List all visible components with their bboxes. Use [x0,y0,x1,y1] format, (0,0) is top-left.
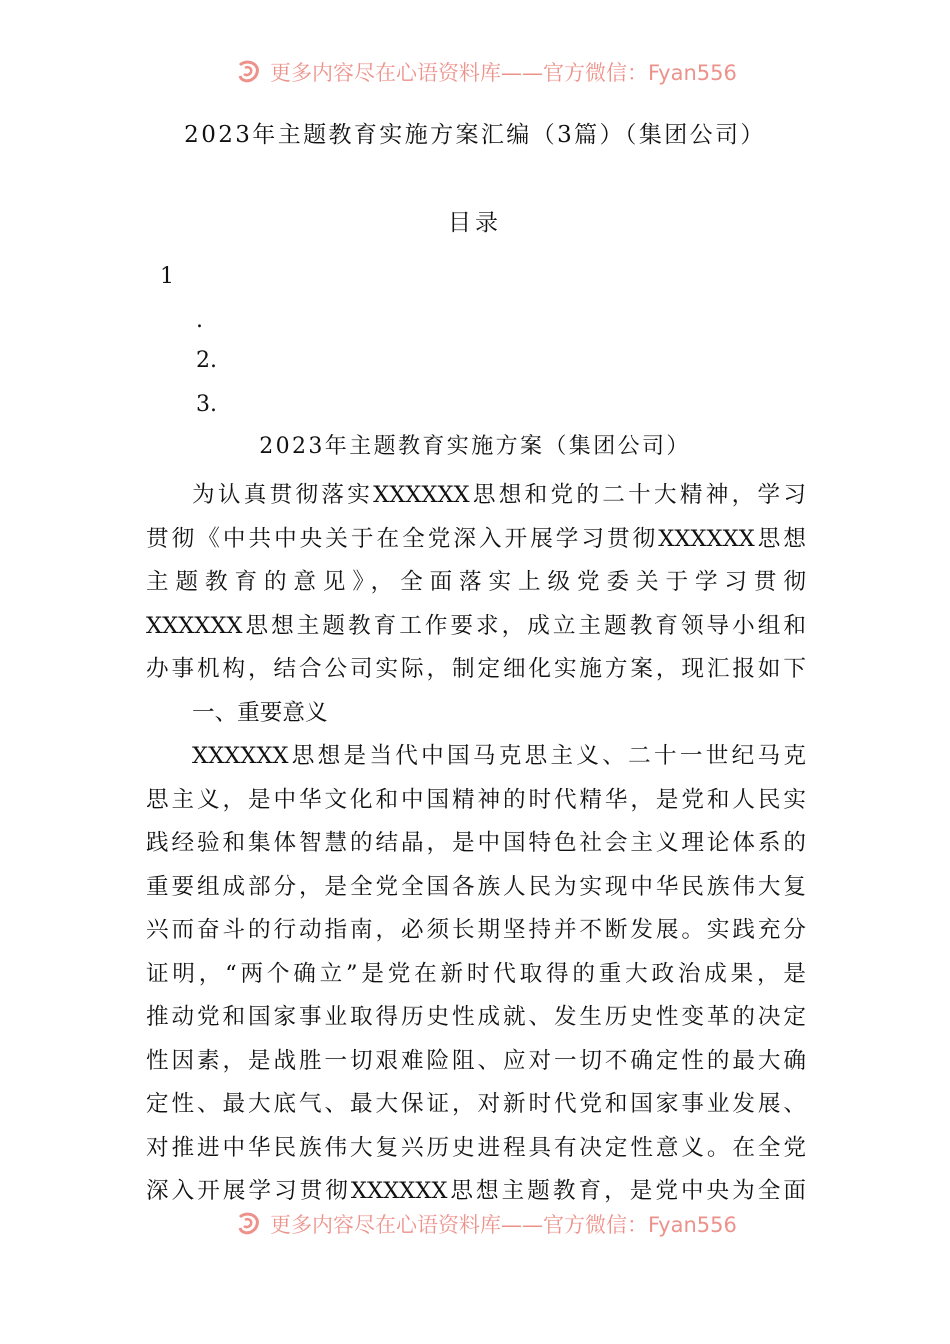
paragraph-line: 性因素，是战胜一切艰难险阻、应对一切不确定性的最大确 [146,1047,806,1074]
paragraph-line: 定性、最大底气、最大保证，对新时代党和国家事业发展、 [146,1091,806,1117]
paragraph-line: 主题教育的意见》，全面落实上级党委关于学习贯彻 [146,569,806,595]
paragraph-line: 深入开展学习贯彻XXXXXX思想主题教育，是党中央为全面 [146,1178,806,1204]
paragraph-line: XXXXXX思想主题教育工作要求，成立主题教育领导小组和 [146,612,806,639]
paragraph-line: 践经验和集体智慧的结晶，是中国特色社会主义理论体系的 [146,830,806,856]
paragraph-line: 思主义，是中华文化和中国精神的时代精华，是党和人民实 [146,786,806,813]
toc-item: 3. [196,392,217,417]
section-title: 2023年主题教育实施方案（集团公司） [259,434,691,459]
watermark-bottom [0,1206,950,1246]
paragraph-line: 兴而奋斗的行动指南，必须长期坚持并不断发展。实践充分 [146,917,806,943]
watermark-text: 更多内容尽在心语资料库——官方微信：Fyan556 [270,61,737,85]
paragraph-line: 对推进中华民族伟大复兴历史进程具有决定性意义。在全党 [146,1134,806,1161]
toc-item: 1 [160,264,174,289]
watermark-text: 更多内容尽在心语资料库——官方微信：Fyan556 [270,1213,737,1237]
paragraph-line: 办事机构，结合公司实际，制定细化实施方案，现汇报如下 [146,656,806,682]
paragraph-line: 证明，“两个确立”是党在新时代取得的重大政治成果，是 [146,960,806,987]
watermark-top [0,50,950,90]
logo-icon [236,59,262,85]
toc-item: 2. [196,348,217,373]
logo-icon [236,1211,262,1237]
body-text [146,474,806,1214]
paragraph-line: 重要组成部分，是全党全国各族人民为实现中华民族伟大复 [146,873,806,900]
paragraph-line: 推动党和国家事业取得历史性成就、发生历史性变革的决定 [146,1004,806,1030]
toc-item: . [196,308,203,333]
toc-heading: 目录 [448,210,502,236]
section-heading: 一、重要意义 [192,699,328,726]
paragraph-line: XXXXXX思想是当代中国马克思主义、二十一世纪马克 [192,743,806,769]
paragraph-line: 贯彻《中共中央关于在全党深入开展学习贯彻XXXXXX思想 [146,525,806,552]
paragraph-line: 为认真贯彻落实XXXXXX思想和党的二十大精神，学习 [192,482,806,508]
document-title: 2023年主题教育实施方案汇编（3篇）（集团公司） [184,122,766,148]
